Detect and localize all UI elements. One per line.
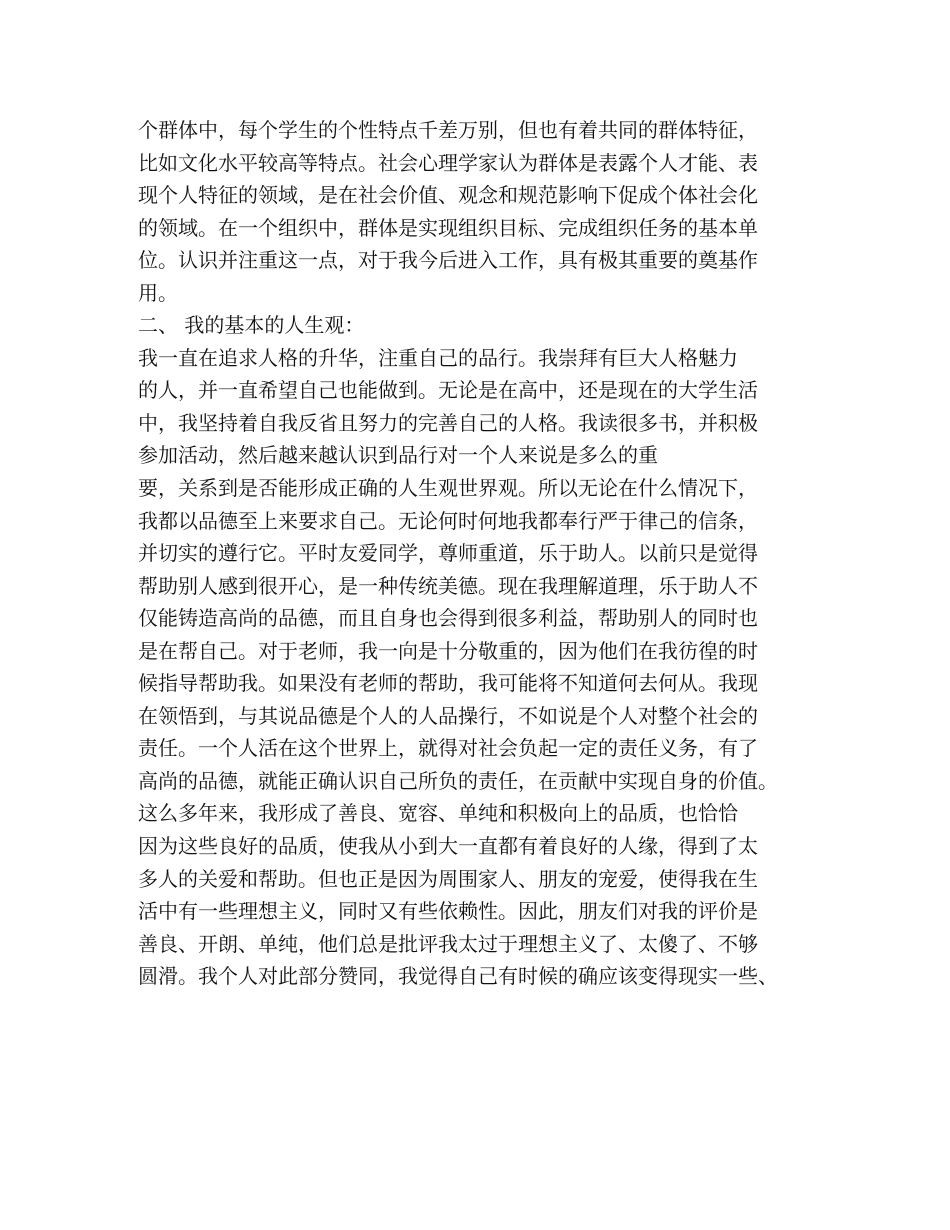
text-line: 比如文化水平较高等特点。社会心理学家认为群体是表露个人才能、表	[138, 150, 758, 175]
text-line: 圆滑。我个人对此部分赞同，我觉得自己有时候的确应该变得现实一些、	[138, 964, 778, 989]
text-line: 现个人特征的领域，是在社会价值、观念和规范影响下促成个体社会化	[138, 183, 758, 208]
text-line: 多人的关爱和帮助。但也正是因为周围家人、朋友的宠爱，使得我在生	[138, 866, 758, 891]
text-line: 高尚的品德，就能正确认识自己所负的责任，在贡献中实现自身的价值。	[138, 768, 778, 793]
text-line: 这么多年来，我形成了善良、宽容、单纯和积极向上的品质，也恰恰	[138, 801, 738, 826]
text-line: 个群体中，每个学生的个性特点千差万别，但也有着共同的群体特征，	[138, 118, 758, 142]
text-line: 在领悟到，与其说品德是个人的人品操行，不如说是个人对整个社会的	[138, 703, 758, 728]
text-line: 并切实的遵行它。平时友爱同学，尊师重道，乐于助人。以前只是觉得	[138, 541, 758, 566]
text-line: 责任。一个人活在这个世界上，就得对社会负起一定的责任义务，有了	[138, 736, 758, 761]
text-line: 用。	[138, 280, 178, 305]
text-line: 仅能铸造高尚的品德，而且自身也会得到很多利益，帮助别人的同时也	[138, 606, 758, 631]
text-line: 是在帮自己。对于老师，我一向是十分敬重的，因为他们在我彷徨的时	[138, 638, 758, 663]
text-line: 因为这些良好的品质，使我从小到大一直都有着良好的人缘，得到了太	[138, 834, 758, 859]
text-line: 我都以品德至上来要求自己。无论何时何地我都奉行严于律己的信条，	[138, 508, 758, 533]
section-heading: 二、 我的基本的人生观：	[138, 313, 365, 338]
text-line: 帮助别人感到很开心，是一种传统美德。现在我理解道理，乐于助人不	[138, 573, 758, 598]
text-line: 候指导帮助我。如果没有老师的帮助，我可能将不知道何去何从。我现	[138, 671, 758, 696]
text-line: 的领域。在一个组织中，群体是实现组织目标、完成组织任务的基本单	[138, 215, 758, 240]
body-text	[138, 114, 838, 993]
text-line: 参加活动，然后越来越认识到品行对一个人来说是多么的重	[138, 443, 658, 468]
text-line: 活中有一些理想主义，同时又有些依赖性。因此，朋友们对我的评价是	[138, 899, 758, 924]
text-line: 中，我坚持着自我反省且努力的完善自己的人格。我读很多书，并积极	[138, 410, 758, 435]
text-line: 的人，并一直希望自己也能做到。无论是在高中，还是现在的大学生活	[138, 378, 758, 403]
text-line: 位。认识并注重这一点，对于我今后进入工作，具有极其重要的奠基作	[138, 248, 758, 273]
text-line: 善良、开朗、单纯，他们总是批评我太过于理想主义了、太傻了、不够	[138, 931, 758, 956]
text-line: 要，关系到是否能形成正确的人生观世界观。所以无论在什么情况下，	[138, 476, 758, 501]
text-line: 我一直在追求人格的升华，注重自己的品行。我崇拜有巨大人格魅力	[138, 345, 738, 370]
